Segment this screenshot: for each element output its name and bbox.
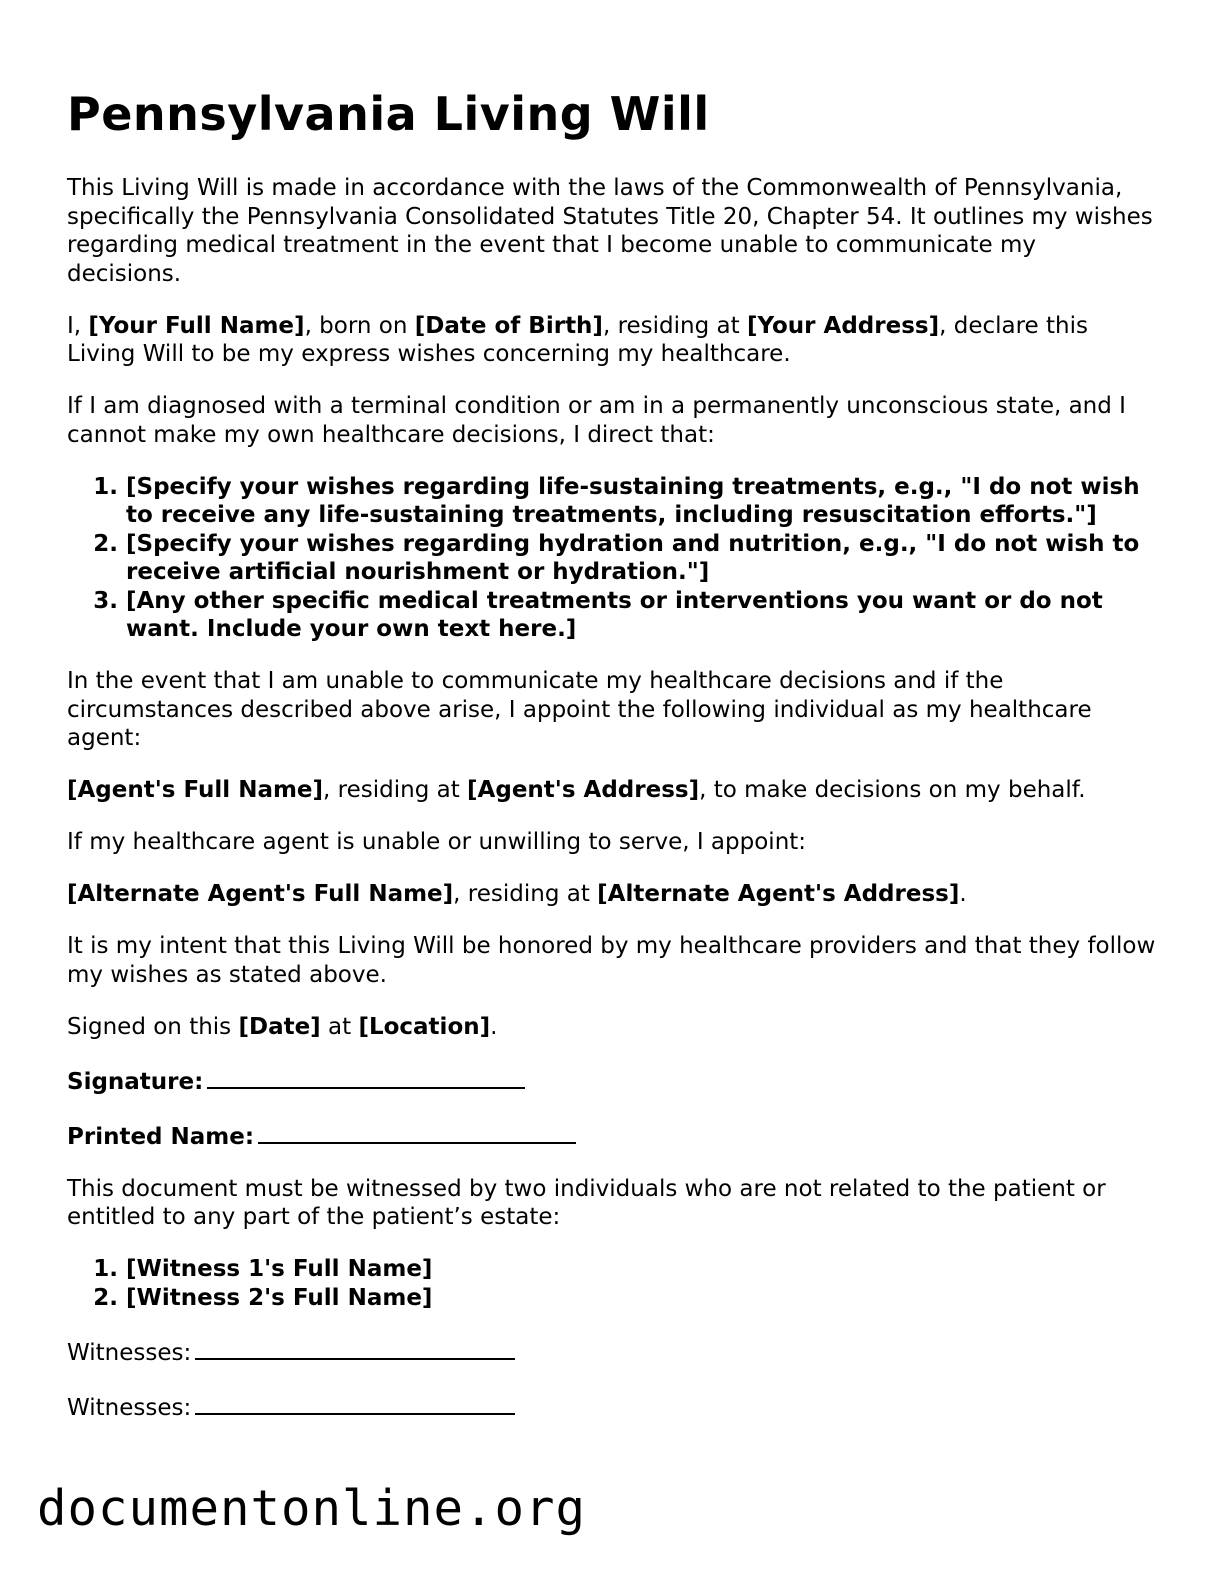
witness-label: Witnesses: [67,1339,192,1366]
agent-intro-paragraph: In the event that I am unable to communicate my healthcare decisions and if the circumstances described above arise, I appoint the following individual as my healthcare agent: [67,668,1092,751]
address-placeholder: [Your Address] [746,312,940,339]
agent-address-placeholder: [Agent's Address] [467,777,700,803]
witness-signature-line[interactable] [195,1336,515,1360]
witness-label: Witnesses: [67,1394,192,1421]
condition-paragraph: If I am diagnosed with a terminal condition or am in a permanently unconscious state, and I cannot make my own healthcare decisions, I direct that: [67,393,1126,448]
signed-paragraph: Signed on this [Date] at [Location]. [67,1013,498,1040]
intent-paragraph: It is my intent that this Living Will be honored by my healthcare providers and that they follow my wishes as stated above. [67,933,1156,988]
printed-name-label: Printed Name: [67,1123,255,1150]
alternate-name-placeholder: [Alternate Agent's Full Name] [67,881,454,907]
location-placeholder: [Location] [358,1013,491,1040]
wish-item: 1. [Specify your wishes regarding life-sustaining treatments, e.g., "I do not wish to receive any life-sustaining treatments, including resuscitation efforts."] [126,473,1157,530]
intro-paragraph: This Living Will is made in accordance with the laws of the Commonwealth of Pennsylvania, specifically the Pennsylvania Consolidated Statutes Title 20, Chapter 54. It outlines my wishes regarding medical treatment in the event that I become unable to communicate my decisions. [67,175,1153,287]
date-of-birth-placeholder: [Date of Birth] [414,312,603,339]
witness-line-row [67,1391,1157,1423]
alternate-address-placeholder: [Alternate Agent's Address] [597,881,960,907]
date-placeholder: [Date] [238,1013,321,1040]
signature-line[interactable] [207,1065,525,1089]
wish-item: 2. [Specify your wishes regarding hydration and nutrition, e.g., "I do not wish to receive artificial nourishment or hydration."] [126,530,1157,587]
agent-name-placeholder: [Agent's Full Name] [67,777,324,803]
watermark: documentonline.org [37,1480,587,1537]
alternate-paragraph: [Alternate Agent's Full Name], residing at [Alternate Agent's Address]. [67,881,967,907]
witness-signature-line[interactable] [195,1391,515,1415]
witness-line-row [67,1336,1157,1368]
signature-row [67,1065,1157,1097]
witness-list [67,1255,1157,1312]
agent-paragraph: [Agent's Full Name], residing at [Agent's Address], to make decisions on my behalf. [67,777,1086,803]
wishes-list [67,473,1157,644]
printed-name-line[interactable] [258,1120,576,1144]
witness-name-item: 2. [Witness 2's Full Name] [126,1284,1157,1313]
witness-name-item: 1. [Witness 1's Full Name] [126,1255,1157,1284]
wish-item: 3. [Any other specific medical treatments or interventions you want or do not want. Include your own text here.] [126,587,1157,644]
declaration-paragraph: I, [Your Full Name], born on [Date of Birth], residing at [Your Address], declare this Living Will to be my express wishes concerning my healthcare. [67,312,1088,367]
signature-label: Signature: [67,1068,204,1095]
page-title: Pennsylvania Living Will [67,87,710,141]
full-name-placeholder: [Your Full Name] [88,312,305,339]
alternate-intro-paragraph: If my healthcare agent is unable or unwilling to serve, I appoint: [67,829,807,855]
document-body [67,174,1157,1446]
witness-intro-paragraph: This document must be witnessed by two individuals who are not related to the patient or entitled to any part of the patient’s estate: [67,1175,1106,1230]
printed-name-row [67,1120,1157,1152]
